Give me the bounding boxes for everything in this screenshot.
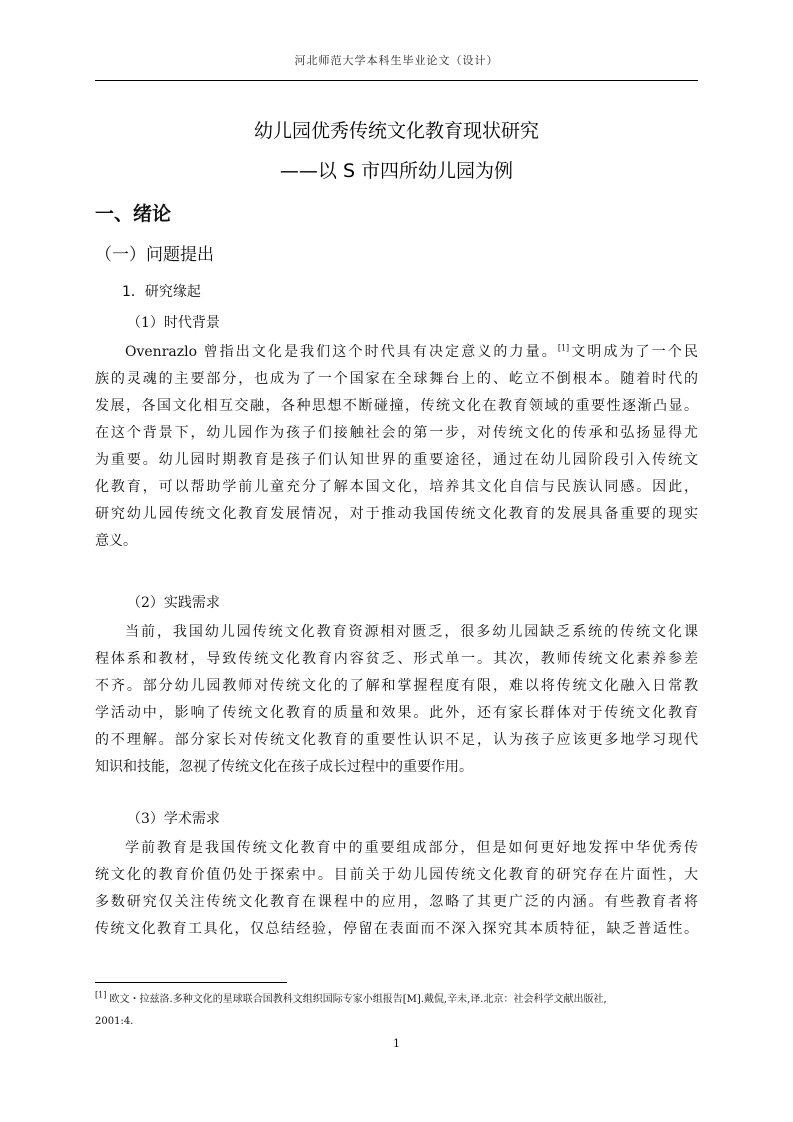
chapter-heading: 一、绪论 — [95, 203, 172, 225]
subsection-heading: 1．研究缘起 — [122, 284, 201, 300]
thesis-subtitle: ——以 S 市四所幼儿园为例 — [279, 160, 514, 182]
paragraph-line: 不齐。部分幼儿园教师对传统文化的了解和掌握程度有限，难以将传统文化融入日常教 — [95, 678, 698, 694]
paragraph-line: 知识和技能，忽视了传统文化在孩子成长过程中的重要作用。 — [95, 759, 473, 775]
paragraph-line: 当前，我国幼儿园传统文化教育资源相对匮乏，很多幼儿园缺乏系统的传统文化课 — [125, 624, 698, 640]
paragraph-background — [95, 339, 698, 555]
paragraph-line: 统文化的教育价值仍处于探索中。目前关于幼儿园传统文化教育的研究存在片面性，大 — [95, 867, 698, 883]
footnote-divider — [95, 982, 287, 983]
paragraph-line: 的不理解。部分家长对传统文化教育的重要性认识不足，认为孩子应该更多地学习现代 — [95, 732, 698, 748]
paragraph-line: 传统文化教育工具化，仅总结经验，停留在表面而不深入探究其本质特征，缺乏普适性。 — [95, 921, 698, 937]
part-heading-practice: （2）实践需求 — [127, 595, 220, 611]
paragraph-line: 在这个背景下，幼儿园作为孩子们接触社会的第一步，对传统文化的传承和弘扬显得尤 — [95, 425, 698, 441]
paragraph-line: 程体系和教材，导致传统文化教育内容贫乏、形式单一。其次，教师传统文化素养参差 — [95, 651, 698, 667]
page-number: 1 — [393, 1037, 400, 1050]
paragraph-line: 化教育，可以帮助学前儿童充分了解本国文化，培养其文化自信与民族认同感。因此， — [95, 479, 698, 495]
paragraph-line: 为重要。幼儿园时期教育是孩子们认知世界的重要途径，通过在幼儿园阶段引入传统文 — [95, 452, 698, 468]
citation-marker[interactable]: [1] — [557, 343, 570, 353]
part-heading-background: （1）时代背景 — [127, 315, 220, 331]
part-heading-academic: （3）学术需求 — [127, 811, 220, 827]
paragraph-line: Ovenrazlo 曾指出文化是我们这个时代具有决定意义的力量。[1]文明成为了一个民 — [125, 343, 698, 360]
paragraph-academic — [95, 835, 698, 943]
paragraph-line: 发展，各国文化相互交融，各种思想不断碰撞，传统文化在教育领域的重要性逐渐凸显。 — [95, 398, 698, 414]
header-divider — [95, 80, 698, 81]
paragraph-line: 意义。 — [95, 533, 137, 549]
thesis-title: 幼儿园优秀传统文化教育现状研究 — [253, 120, 539, 142]
running-header: 河北师范大学本科生毕业论文（设计） — [294, 54, 499, 67]
footnote-marker: [1] — [95, 990, 107, 1000]
footnote-line: [1] 欧文・拉兹洛.多种文化的星球联合国教科文组织国际专家小组报告[M].戴侃,辛未,译.北京：社会科学文献出版社, — [95, 990, 607, 1005]
footnote — [95, 989, 698, 1033]
section-heading: （一）问题提出 — [95, 245, 214, 265]
paragraph-line: 族的灵魂的主要部分，也成为了一个国家在全球舞台上的、屹立不倒根本。随着时代的 — [95, 371, 698, 387]
paragraph-practice — [95, 619, 698, 781]
paragraph-line: 学前教育是我国传统文化教育中的重要组成部分，但是如何更好地发挥中华优秀传 — [125, 840, 698, 856]
paragraph-line: 研究幼儿园传统文化教育发展情况，对于推动我国传统文化教育的发展具备重要的现实 — [95, 506, 698, 522]
footnote-line: 2001:4. — [95, 1016, 134, 1027]
paragraph-line: 学活动中，影响了传统文化教育的质量和效果。此外，还有家长群体对于传统文化教育 — [95, 705, 698, 721]
paragraph-line: 多数研究仅关注传统文化教育在课程中的应用，忽略了其更广泛的内涵。有些教育者将 — [95, 894, 698, 910]
